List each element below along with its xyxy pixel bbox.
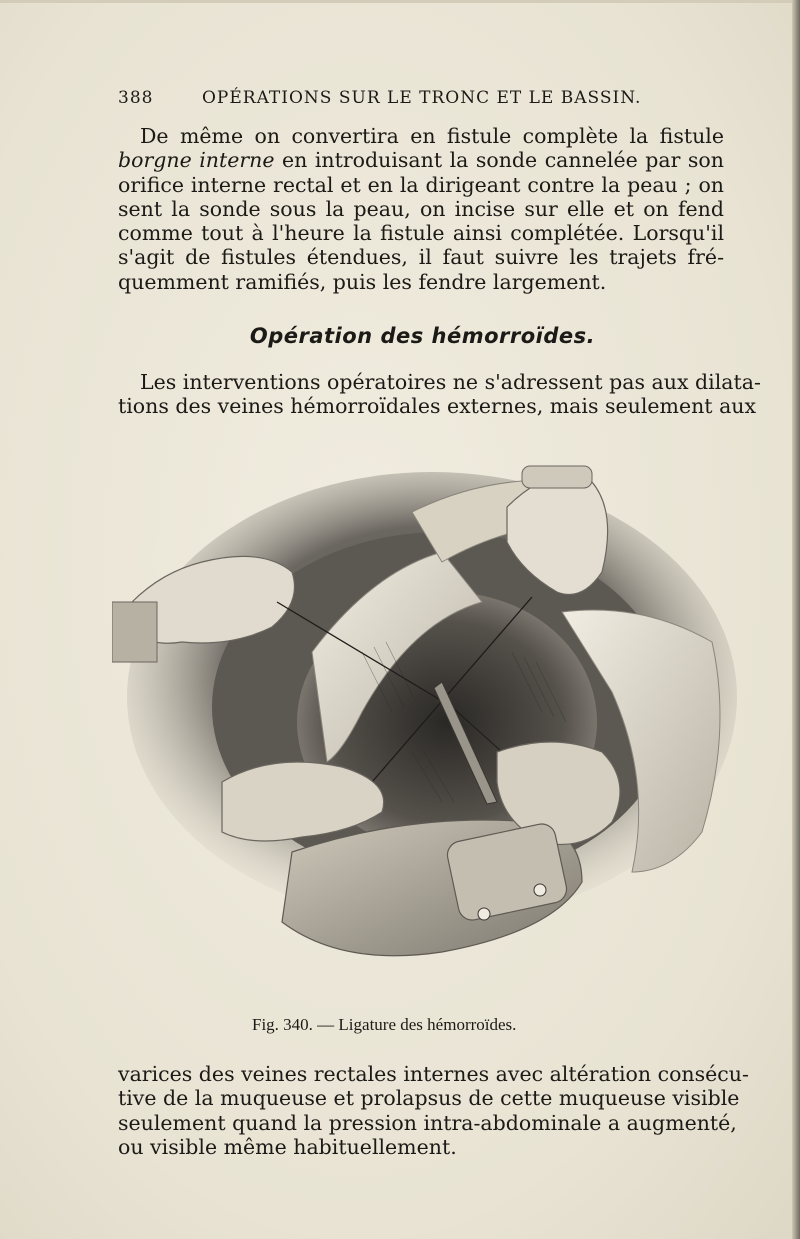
running-head-title: OPÉRATIONS SUR LE TRONC ET LE BASSIN. (202, 88, 642, 108)
text-line: orifice interne rectal et en la dirigeant contre la peau ; on (118, 172, 724, 197)
paragraph-varices (118, 1062, 749, 1159)
page-top-edge (0, 0, 800, 3)
figure-caption: Fig. 340. — Ligature des hémorroïdes. (252, 1015, 517, 1034)
text-line: quemment ramifiés, puis les fendre largement. (118, 269, 607, 294)
paragraph-hemorroides-intro (118, 370, 761, 419)
text-line: De même on convertira en fistule complète la fistule (140, 124, 724, 148)
illustration-engraving (112, 452, 737, 1000)
text-line: Les interventions opératoires ne s'adressent pas aux dilata- (140, 370, 761, 394)
paragraph-fistule (118, 124, 724, 294)
running-head (118, 88, 643, 112)
text-line: tive de la muqueuse et prolapsus de cette muqueuse visible (118, 1086, 740, 1111)
text-line: comme tout à l'heure la fistule ainsi complétée. Lorsqu'il (118, 221, 724, 246)
italic-term: borgne interne (118, 148, 275, 173)
text-line: varices des veines rectales internes avec altération consécu- (118, 1062, 749, 1086)
text-line: sent la sonde sous la peau, on incise sur elle et on fend (118, 196, 724, 221)
page-number: 388 (118, 88, 154, 108)
text-fragment: en introduisant la sonde cannelée par son (274, 148, 724, 173)
section-heading: Opération des hémorroïdes. (249, 324, 596, 348)
page-gutter-shadow (792, 0, 800, 1239)
text-line (118, 148, 724, 172)
surgical-illustration (112, 452, 737, 1000)
text-line: tions des veines hémorroïdales externes, mais seulement aux (118, 394, 757, 419)
text-line: s'agit de fistules étendues, il faut suivre les trajets fré- (118, 245, 724, 270)
text-line: seulement quand la pression intra-abdominale a augmenté, (118, 1110, 737, 1135)
text-line: ou visible même habituellement. (118, 1134, 457, 1159)
